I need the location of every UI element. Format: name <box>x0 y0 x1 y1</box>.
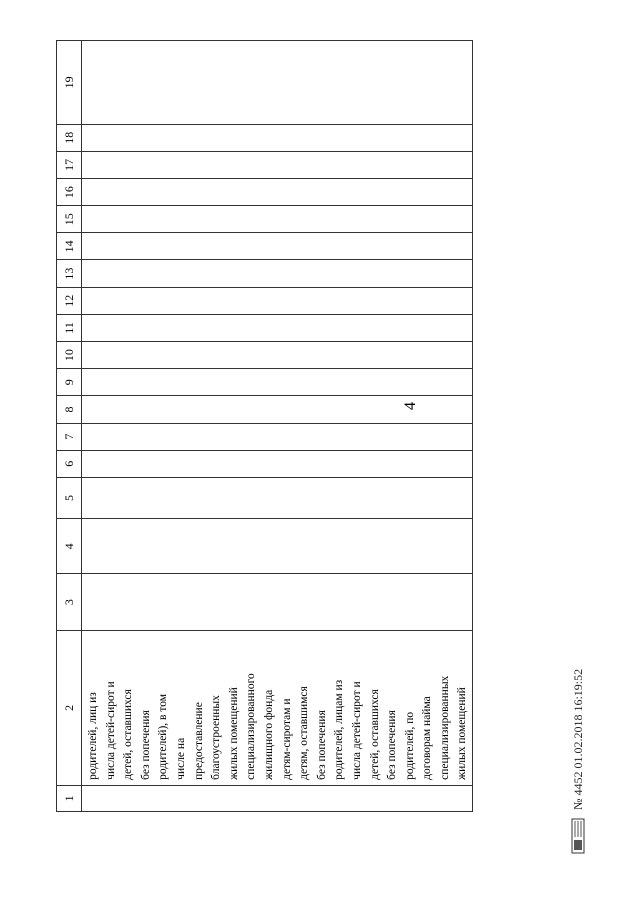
registration-stamp <box>570 614 586 854</box>
table-cell <box>82 477 473 518</box>
table-cell <box>82 396 473 423</box>
description-line: без попечения <box>315 710 328 780</box>
description-line: благоустроенных <box>210 695 223 780</box>
header-cell: 7 <box>57 423 82 450</box>
header-cell: 13 <box>57 260 82 287</box>
stamp-text: № 4452 01.02.2018 16:19:52 <box>570 668 585 810</box>
description-line: жилых помещений <box>227 687 240 780</box>
table-cell <box>82 785 473 811</box>
table-cell <box>82 423 473 450</box>
header-cell: 16 <box>57 178 82 205</box>
description-line: детям-сиротам и <box>280 698 293 780</box>
header-cell: 11 <box>57 314 82 341</box>
header-cell: 18 <box>57 124 82 151</box>
header-cell: 15 <box>57 206 82 233</box>
table-cell <box>82 206 473 233</box>
description-line: детей, оставшихся <box>368 689 381 780</box>
header-cell: 3 <box>57 574 82 630</box>
table-cell <box>82 314 473 341</box>
description-line: числе на <box>174 737 187 780</box>
header-cell: 8 <box>57 396 82 423</box>
table-cell <box>82 450 473 477</box>
description-line: числа детей-сирот и <box>104 681 117 780</box>
description-cell <box>82 630 473 785</box>
table-row <box>82 41 473 812</box>
table-cell <box>82 369 473 396</box>
header-cell: 12 <box>57 287 82 314</box>
description-line: без попечения <box>139 710 152 780</box>
data-table <box>56 40 473 812</box>
emblem-icon <box>571 818 585 854</box>
header-cell: 4 <box>57 519 82 574</box>
header-cell: 5 <box>57 477 82 518</box>
table-cell <box>82 287 473 314</box>
rotated-table-wrapper <box>56 40 469 812</box>
table-cell <box>82 519 473 574</box>
description-line: договорам найма <box>421 696 434 780</box>
header-cell: 14 <box>57 233 82 260</box>
header-cell: 9 <box>57 369 82 396</box>
description-line: числа детей-сирот и <box>350 681 363 780</box>
description-line: специализированного <box>245 673 258 780</box>
description-line: родителей, лиц из <box>87 692 99 780</box>
table-cell <box>82 574 473 630</box>
table-cell <box>82 178 473 205</box>
header-row <box>57 41 82 812</box>
description-line: детей, оставшихся <box>122 689 135 780</box>
table-cell <box>82 151 473 178</box>
header-cell: 10 <box>57 342 82 369</box>
table-cell <box>82 342 473 369</box>
description-line: родителей), в том <box>157 693 170 780</box>
table-cell <box>82 233 473 260</box>
table-cell <box>82 260 473 287</box>
header-cell: 19 <box>57 41 82 125</box>
page-number: 4 <box>402 402 419 410</box>
header-cell: 6 <box>57 450 82 477</box>
description-line: без попечения <box>386 710 399 780</box>
table-cell <box>82 124 473 151</box>
description-line: родителей, по <box>403 711 416 780</box>
description-line: детям, оставшимся <box>298 686 311 780</box>
description-line: специализированных <box>438 675 451 780</box>
description-line: предоставление <box>192 702 205 780</box>
header-cell: 2 <box>57 630 82 785</box>
description-line: жилых помещений <box>456 687 469 780</box>
table-cell <box>82 41 473 125</box>
description-line: жилищного фонда <box>262 689 275 780</box>
header-cell: 1 <box>57 785 82 811</box>
description-line: родителей, лицам из <box>333 679 346 780</box>
header-cell: 17 <box>57 151 82 178</box>
